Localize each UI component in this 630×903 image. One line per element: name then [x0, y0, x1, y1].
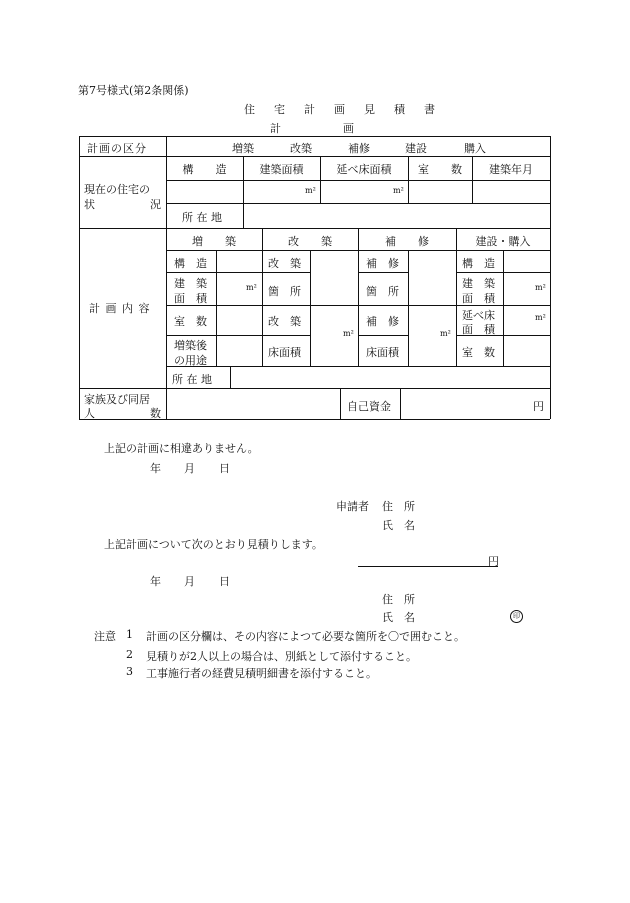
note-1-number: 1 [126, 628, 133, 641]
estimate-date-month: 月 [184, 575, 195, 588]
zochiku-building-area-1: 建 築 [174, 277, 207, 290]
notes-label: 注意 [94, 630, 116, 643]
plan-content-label: 計 画 内 容 [89, 302, 151, 315]
unit-m2: m² [535, 313, 546, 322]
estimate-date-year: 年 [150, 575, 161, 588]
unit-m2: m² [393, 186, 404, 195]
kensetsu-rooms: 室 数 [462, 346, 495, 359]
header-built-date: 建築年月 [489, 163, 533, 176]
plan-header-hoshu: 補 修 [385, 235, 429, 248]
header-total-floor-area: 延べ床面積 [336, 163, 392, 176]
zochiku-building-area-2: 面 積 [174, 292, 207, 305]
own-funds-yen: 円 [533, 400, 544, 413]
document-title: 住 宅 計 画 見 積 書 [244, 103, 439, 116]
seal-mark [510, 608, 523, 623]
applicant-name-label: 氏 名 [382, 519, 415, 532]
kaichiku-floor-top: 改 築 [268, 315, 301, 328]
unit-m2: m² [343, 329, 354, 338]
kaichiku-floor-area: 床面積 [268, 346, 301, 359]
current-housing-label-1: 現在の住宅の [84, 183, 150, 196]
kaichiku-area-bottom: 箇 所 [268, 285, 301, 298]
zochiku-after-use-1: 増築後 [174, 339, 207, 352]
estimate-statement: 上記計画について次のとおり見積りします。 [104, 538, 323, 551]
unit-m2: m² [535, 283, 546, 292]
plan-header-zochiku: 増 築 [192, 235, 236, 248]
zochiku-structure: 構 造 [174, 257, 207, 270]
family-label-1: 家族及び同居 [84, 393, 150, 406]
applicant-label: 申請者 [336, 500, 369, 513]
zochiku-rooms: 室 数 [174, 315, 207, 328]
own-funds-label: 自己資金 [347, 400, 391, 413]
category-kensetsu: 建設 [405, 142, 427, 155]
plan-header-kaichiku: 改 築 [288, 235, 332, 248]
declaration-text: 上記の計画に相違ありません。 [104, 442, 259, 455]
note-2-number: 2 [126, 648, 133, 661]
hoshu-floor-top: 補 修 [366, 315, 399, 328]
kensetsu-total-floor-1: 延べ床 [462, 309, 495, 322]
estimator-name-label: 氏 名 [382, 611, 415, 624]
kensetsu-building-area-2: 面 積 [462, 292, 495, 305]
location-label: 所 在 地 [182, 211, 222, 224]
kensetsu-structure: 構 造 [462, 257, 495, 270]
family-label-2b: 数 [150, 407, 161, 420]
kaichiku-area-top: 改 築 [268, 257, 301, 270]
date-month: 月 [184, 462, 195, 475]
current-housing-label-2b: 況 [150, 198, 161, 211]
category-zochiku: 増築 [232, 142, 254, 155]
unit-m2: m² [246, 283, 257, 292]
zochiku-after-use-2: の用途 [174, 354, 207, 367]
estimator-address-label: 住 所 [382, 593, 415, 606]
category-kaichiku: 改築 [290, 142, 312, 155]
category-konyu: 購入 [464, 142, 486, 155]
family-label-2a: 人 [84, 407, 95, 420]
note-3-text: 工事施行者の経費見積明細書を添付すること。 [146, 667, 377, 680]
header-building-area: 建築面積 [259, 163, 304, 176]
note-1-text: 計画の区分欄は、その内容によつて必要な箇所を〇で囲むこと。 [146, 630, 465, 643]
date-day: 日 [219, 462, 230, 475]
amount-yen: 円 [488, 555, 499, 568]
plan-location-label: 所 在 地 [172, 373, 212, 386]
note-3-number: 3 [126, 665, 133, 678]
estimate-date-day: 日 [219, 575, 230, 588]
hoshu-area-top: 補 修 [366, 257, 399, 270]
form-number: 第7号様式(第2条関係) [78, 84, 189, 97]
note-2-text: 見積りが2人以上の場合は、別紙として添付すること。 [146, 650, 417, 663]
applicant-address-label: 住 所 [382, 500, 415, 513]
header-structure: 構 造 [182, 163, 227, 176]
unit-m2: m² [305, 186, 316, 195]
amount-underline [358, 566, 498, 567]
subtitle-left: 計 [270, 122, 281, 135]
plan-header-kensetsu-konyu: 建設・購入 [475, 235, 531, 248]
subtitle-right: 画 [343, 122, 354, 135]
unit-m2: m² [440, 329, 451, 338]
header-rooms: 室 数 [418, 163, 462, 176]
seal-mark-text: 印 [510, 610, 523, 623]
current-housing-label-2a: 状 [84, 198, 95, 211]
plan-category-label: 計画の区分 [87, 142, 147, 155]
hoshu-area-bottom: 箇 所 [366, 285, 399, 298]
hoshu-floor-area: 床面積 [366, 346, 399, 359]
kensetsu-building-area-1: 建 築 [462, 277, 495, 290]
category-hoshu: 補修 [348, 142, 370, 155]
date-year: 年 [150, 462, 161, 475]
kensetsu-total-floor-2: 面 積 [462, 323, 495, 336]
